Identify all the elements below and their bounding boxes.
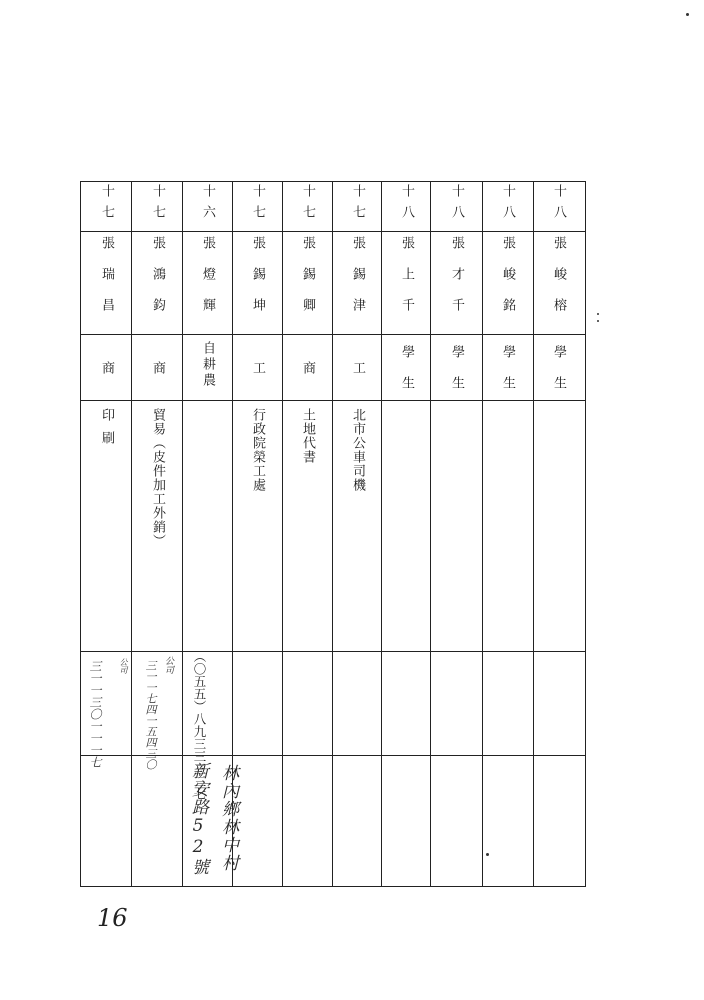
column-divider xyxy=(131,181,132,886)
name-cell: 張才千 xyxy=(449,236,464,329)
table-bottom-border xyxy=(80,886,586,887)
scan-speck xyxy=(686,13,689,16)
phone-cell: （〇五五）八九三三三三七 xyxy=(192,650,207,800)
age-cell: 十七 xyxy=(250,184,265,226)
row-divider-workplace-phone xyxy=(80,651,586,652)
occupation-cell: 商 xyxy=(300,361,315,384)
age-cell: 十八 xyxy=(500,184,515,226)
scan-speck xyxy=(597,313,599,315)
age-cell: 十七 xyxy=(99,184,114,226)
column-divider xyxy=(282,181,283,886)
occupation-cell: 工 xyxy=(250,361,265,384)
row-divider-age-name xyxy=(80,231,586,232)
scan-speck xyxy=(597,320,599,322)
age-cell: 十八 xyxy=(399,184,414,226)
column-divider xyxy=(430,181,431,886)
name-cell: 張瑞昌 xyxy=(99,236,114,329)
name-cell: 張燈輝 xyxy=(200,236,215,329)
age-cell: 十八 xyxy=(551,184,566,226)
phone-note: 公司 xyxy=(119,658,128,674)
table-right-border xyxy=(585,181,586,886)
column-divider xyxy=(533,181,534,886)
workplace-cell: 土地代書 xyxy=(300,408,315,464)
phone-note: 公司 xyxy=(163,656,173,674)
occupation-cell: 學生 xyxy=(449,345,464,407)
name-cell: 張錫卿 xyxy=(300,236,315,329)
page-number: 16 xyxy=(97,904,128,932)
column-divider xyxy=(381,181,382,886)
table-top-border xyxy=(80,181,586,182)
column-divider xyxy=(80,181,81,886)
age-cell: 十八 xyxy=(449,184,464,226)
age-cell: 十七 xyxy=(300,184,315,226)
name-cell: 張上千 xyxy=(399,236,414,329)
address-cell: 新安路52號 xyxy=(188,762,208,876)
scan-speck xyxy=(486,853,489,856)
column-divider xyxy=(482,181,483,886)
phone-cell: 三一一七四一五四三〇 xyxy=(144,660,157,770)
workplace-cell: 行政院榮工處 xyxy=(250,408,265,492)
address-cell: 林內鄉林中村 xyxy=(218,764,238,872)
occupation-cell: 自耕農 xyxy=(200,341,215,389)
row-divider-name-occupation xyxy=(80,334,586,335)
age-cell: 十六 xyxy=(200,184,215,226)
occupation-cell: 商 xyxy=(99,361,114,384)
column-divider xyxy=(182,181,183,886)
occupation-cell: 學生 xyxy=(500,345,515,407)
workplace-cell: 貿易（皮件加工外銷） xyxy=(150,408,165,548)
name-cell: 張峻銘 xyxy=(500,236,515,329)
occupation-cell: 工 xyxy=(350,361,365,384)
name-cell: 張峻榕 xyxy=(551,236,566,329)
name-cell: 張鴻鈞 xyxy=(150,236,165,329)
workplace-cell: 印刷 xyxy=(99,408,114,454)
occupation-cell: 商 xyxy=(150,361,165,384)
name-cell: 張錫津 xyxy=(350,236,365,329)
column-divider xyxy=(332,181,333,886)
age-cell: 十七 xyxy=(350,184,365,226)
phone-cell: 三一一三〇一一一七 xyxy=(88,660,102,768)
workplace-cell: 北市公車司機 xyxy=(350,408,365,492)
occupation-cell: 學生 xyxy=(551,345,566,407)
name-cell: 張錫坤 xyxy=(250,236,265,329)
age-cell: 十七 xyxy=(150,184,165,226)
occupation-cell: 學生 xyxy=(399,345,414,407)
